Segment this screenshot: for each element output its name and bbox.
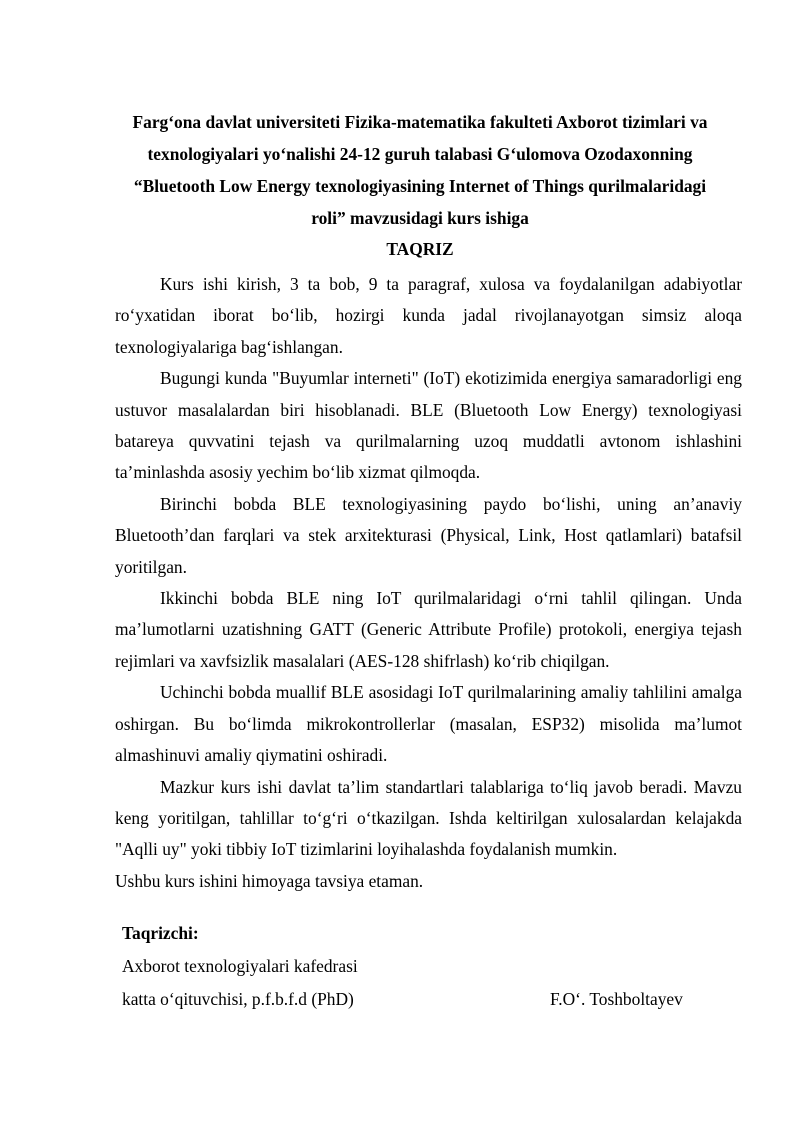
document-title: [100, 106, 740, 234]
review-heading: TAQRIZ: [386, 239, 454, 259]
reviewer-name: F.O‘. Toshboltayev: [550, 989, 683, 1009]
paragraph: Mazkur kurs ishi davlat ta’lim standartlari talablariga to‘liq javob beradi. Mavzu keng yoritilgan, tahlillar to‘g‘ri o‘tkazilgan. Ishda keltirilgan xulosalardan kelajakda "Aqlli uy" yoki tibbiy IoT tizimlarini loyihalashda foydalanish mumkin.: [115, 776, 742, 860]
paragraph: Bugungi kunda "Buyumlar interneti" (IoT) ekotizimida energiya samaradorligi eng ustuvor masalalardan biri hisoblanadi. BLE (Bluetooth Low Energy) texnologiyasi batareya quvvatini tejash va qurilmalarning uzoq muddatli avtonom ishlashini ta’minlashda asosiy yechim bo‘lib xizmat qilmoqda.: [115, 368, 742, 483]
paragraph: Ikkinchi bobda BLE ning IoT qurilmalaridagi o‘rni tahlil qilingan. Unda ma’lumotlarni uzatishning GATT (Generic Attribute Profile) protokoli, energiya tejash rejimlari va xavfsizlik masalalari (AES-128 shifrlash) ko‘rib chiqilgan.: [115, 588, 742, 671]
reviewer-position: katta o‘qituvchisi, p.f.b.f.d (PhD): [122, 989, 354, 1009]
title-line: roli” mavzusidagi kurs ishiga: [311, 208, 529, 228]
closing-recommendation: Ushbu kurs ishini himoyaga tavsiya etaman.: [115, 870, 424, 891]
reviewer-label: Taqrizchi:: [122, 923, 199, 943]
paragraph: Kurs ishi kirish, 3 ta bob, 9 ta paragraf, xulosa va foydalanilgan adabiyotlar ro‘yxatidan iborat bo‘lib, hozirgi kunda jadal rivojlanayotgan simsiz aloqa texnologiyalariga bag‘ishlangan.: [115, 274, 742, 357]
review-body: [115, 269, 742, 897]
paragraph: Birinchi bobda BLE texnologiyasining paydo bo‘lishi, uning an’anaviy Bluetooth’dan farqlari va stek arxitekturasi (Physical, Link, Host qatlamlari) batafsil yoritilgan.: [115, 493, 742, 577]
reviewer-department: Axborot texnologiyalari kafedrasi: [122, 956, 358, 976]
title-line: texnologiyalari yo‘nalishi 24-12 guruh talabasi G‘ulomova Ozodaxonning: [147, 144, 693, 164]
paragraph: Uchinchi bobda muallif BLE asosidagi IoT qurilmalarining amaliy tahlilini amalga oshirgan. Bu bo‘limda mikrokontrollerlar (masalan, ESP32) misolida ma’lumot almashinuvi amaliy qiymatini oshiradi.: [115, 682, 742, 766]
reviewer-block: [122, 917, 722, 1016]
reviewer-signature-row: [122, 983, 722, 1016]
title-line: Farg‘ona davlat universiteti Fizika-matematika fakulteti Axborot tizimlari va: [132, 112, 708, 132]
title-line: “Bluetooth Low Energy texnologiyasining Internet of Things qurilmalaridagi: [133, 176, 707, 196]
